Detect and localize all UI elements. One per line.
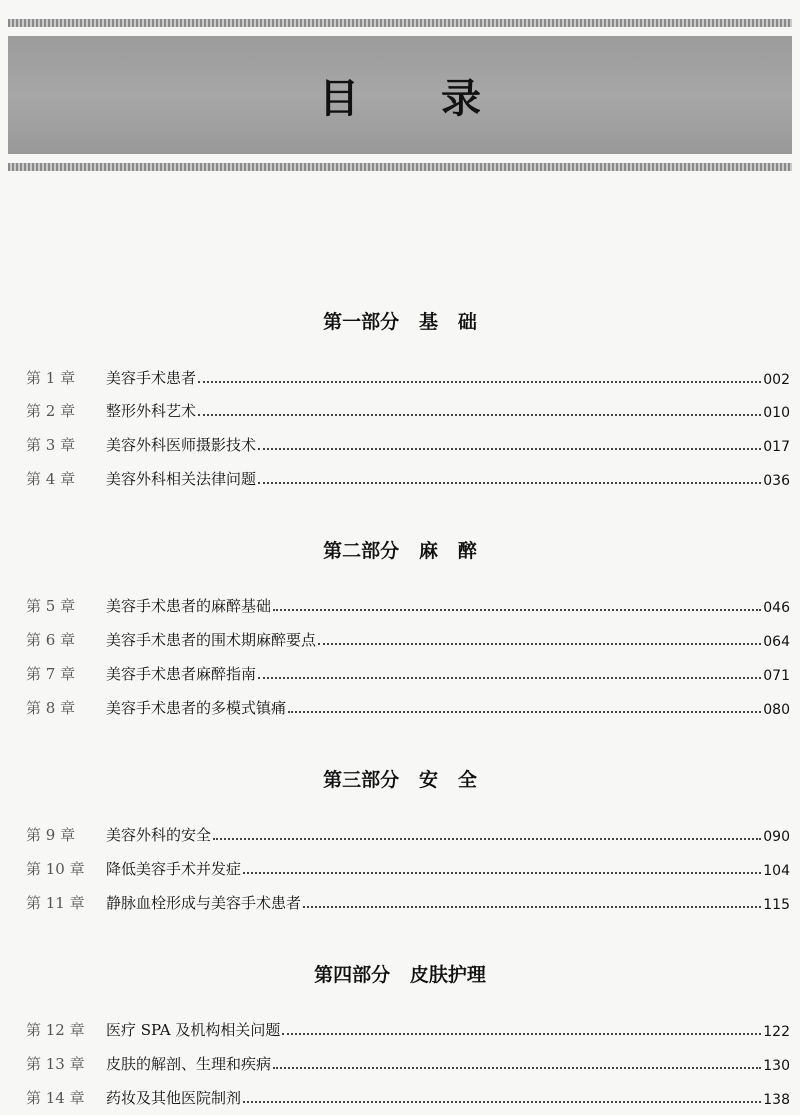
header-bottom-stripe xyxy=(8,163,792,171)
chapter-title: 皮肤的解剖、生理和疾病 xyxy=(106,1055,272,1073)
page-number: 017 xyxy=(763,439,790,455)
dot-leader xyxy=(258,481,761,484)
chapter-title: 整形外科艺术 xyxy=(106,402,197,420)
chapter-number: 第 10 章 xyxy=(26,860,85,878)
chapter-number: 第 13 章 xyxy=(26,1055,85,1073)
toc-entry[interactable] xyxy=(26,592,790,616)
page-number: 138 xyxy=(763,1092,790,1108)
page-number: 064 xyxy=(763,634,790,650)
chapter-title: 降低美容手术并发症 xyxy=(106,860,242,878)
page-number: 090 xyxy=(763,829,790,845)
page-number: 036 xyxy=(763,473,790,489)
toc-entry[interactable] xyxy=(26,821,790,845)
chapter-title: 美容外科相关法律问题 xyxy=(106,470,257,488)
dot-leader xyxy=(198,413,761,416)
page-number: 071 xyxy=(763,668,790,684)
part-3-title: 第三部分 安 全 xyxy=(323,769,477,791)
chapter-number: 第 11 章 xyxy=(26,894,85,912)
chapter-number: 第 9 章 xyxy=(26,826,76,844)
chapter-title: 美容外科的安全 xyxy=(106,826,212,844)
dot-leader xyxy=(273,608,761,611)
chapter-title: 药妆及其他医院制剂 xyxy=(106,1089,242,1107)
dot-leader xyxy=(318,642,761,645)
dot-leader xyxy=(243,871,761,874)
toc-entry[interactable] xyxy=(26,465,790,489)
chapter-title: 美容手术患者 xyxy=(106,369,197,387)
page-number: 130 xyxy=(763,1058,790,1074)
chapter-number: 第 14 章 xyxy=(26,1089,85,1107)
chapter-number: 第 7 章 xyxy=(26,665,76,683)
dot-leader xyxy=(282,1032,761,1035)
dot-leader xyxy=(213,837,761,840)
dot-leader xyxy=(258,676,761,679)
toc-entry[interactable] xyxy=(26,397,790,421)
chapter-title: 美容手术患者的多模式镇痛 xyxy=(106,699,287,717)
chapter-number: 第 3 章 xyxy=(26,436,76,454)
chapter-title: 美容手术患者的麻醉基础 xyxy=(106,597,272,615)
chapter-number: 第 6 章 xyxy=(26,631,76,649)
page-title: 目 录 xyxy=(319,74,515,122)
chapter-number: 第 5 章 xyxy=(26,597,76,615)
chapter-number: 第 4 章 xyxy=(26,470,76,488)
toc-entry[interactable] xyxy=(26,1084,790,1108)
toc-entry[interactable] xyxy=(26,1050,790,1074)
toc-entry[interactable] xyxy=(26,660,790,684)
chapter-number: 第 12 章 xyxy=(26,1021,85,1039)
page-number: 080 xyxy=(763,702,790,718)
dot-leader xyxy=(258,447,761,450)
chapter-number: 第 1 章 xyxy=(26,369,76,387)
toc-entry[interactable] xyxy=(26,694,790,718)
toc-entry[interactable] xyxy=(26,889,790,913)
dot-leader xyxy=(303,905,761,908)
chapter-title: 医疗 SPA 及机构相关问题 xyxy=(106,1021,281,1039)
toc-entry[interactable] xyxy=(26,1016,790,1040)
toc-entry[interactable] xyxy=(26,431,790,455)
chapter-number: 第 2 章 xyxy=(26,402,76,420)
chapter-number: 第 8 章 xyxy=(26,699,76,717)
chapter-title: 美容手术患者的围术期麻醉要点 xyxy=(106,631,317,649)
page-number: 046 xyxy=(763,600,790,616)
toc-entry[interactable] xyxy=(26,626,790,650)
chapter-title: 美容外科医师摄影技术 xyxy=(106,436,257,454)
dot-leader xyxy=(273,1066,761,1069)
page-number: 115 xyxy=(763,897,790,913)
part-4-title: 第四部分 皮肤护理 xyxy=(314,964,486,986)
page-number: 122 xyxy=(763,1024,790,1040)
part-1-title: 第一部分 基 础 xyxy=(323,311,477,333)
part-2-title: 第二部分 麻 醉 xyxy=(323,540,477,562)
toc-entry[interactable] xyxy=(26,855,790,879)
toc-entry[interactable] xyxy=(26,364,790,388)
header-top-stripe xyxy=(8,19,792,27)
chapter-title: 静脉血栓形成与美容手术患者 xyxy=(106,894,302,912)
dot-leader xyxy=(288,710,761,713)
chapter-title: 美容手术患者麻醉指南 xyxy=(106,665,257,683)
dot-leader xyxy=(198,380,761,383)
dot-leader xyxy=(243,1100,761,1103)
page-number: 002 xyxy=(763,372,790,388)
page-number: 010 xyxy=(763,405,790,421)
page-number: 104 xyxy=(763,863,790,879)
